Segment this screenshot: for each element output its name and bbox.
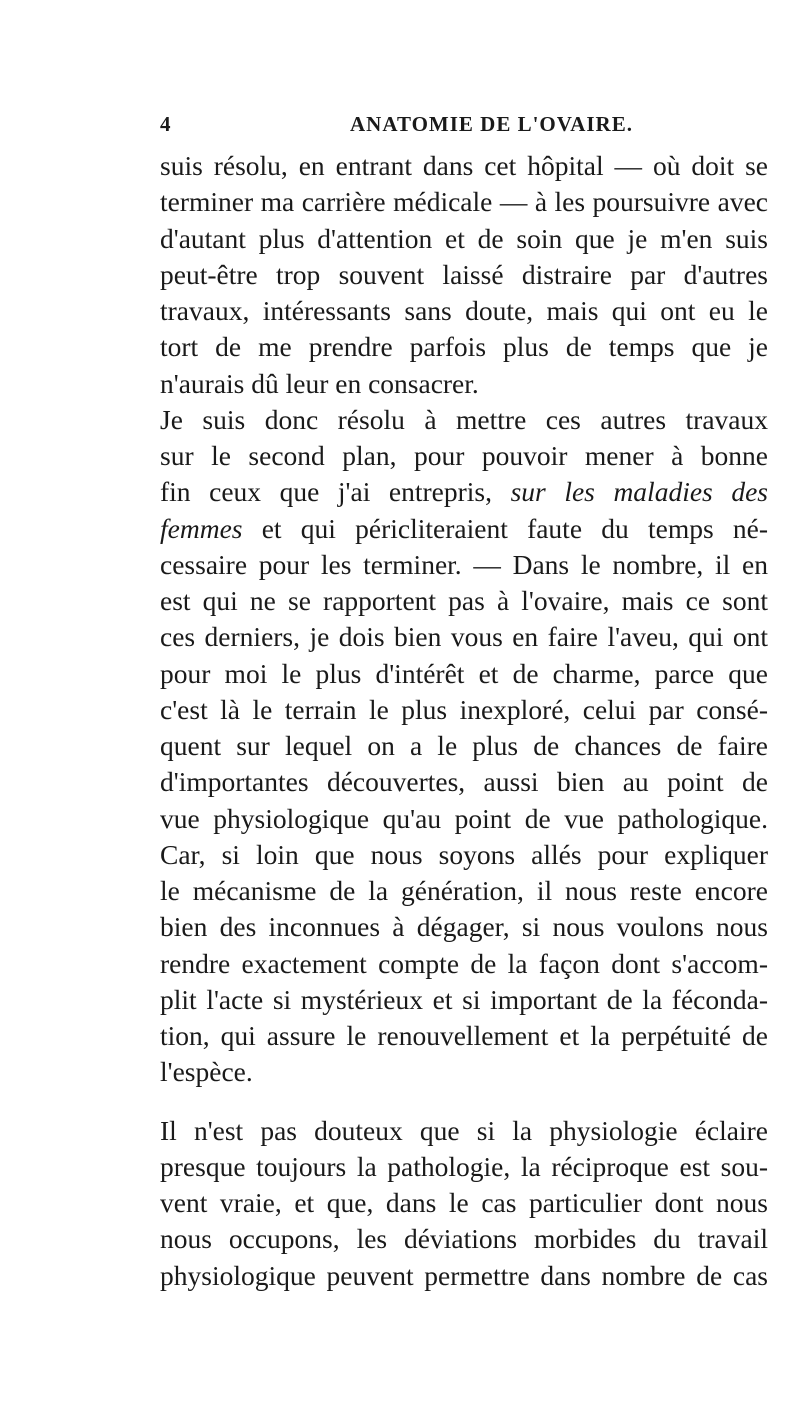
text-line: Il n'est pas douteux que si la physiologie éclaire bbox=[160, 1114, 768, 1146]
text-line: c'est là le terrain le plus inexploré, celui par consé- bbox=[160, 693, 768, 725]
text-line: vent vraie, et que, dans le cas particulier dont nous bbox=[160, 1187, 768, 1218]
text-line: nous occupons, les déviations morbides du travail bbox=[160, 1223, 768, 1255]
text-line: peut-être trop souvent laissé distraire par d'autres bbox=[160, 258, 768, 290]
running-title: ANATOMIE DE L'OVAIRE. bbox=[350, 112, 633, 136]
paragraph-gap bbox=[160, 1091, 768, 1113]
text-line: n'aurais dû leur en consacrer. bbox=[160, 367, 479, 399]
text-line: sur le second plan, pour pouvoir mener à bonne bbox=[160, 440, 768, 471]
text-line: tort de me prendre parfois plus de temps que je bbox=[160, 331, 768, 363]
page-body bbox=[160, 148, 768, 1294]
text-line: plit l'acte si mystérieux et si important de la féconda- bbox=[160, 983, 768, 1015]
paragraph-2 bbox=[160, 402, 768, 1091]
text-line: le mécanisme de la génération, il nous reste encore bbox=[160, 875, 768, 906]
paragraph-1 bbox=[160, 148, 768, 402]
text-line: terminer ma carrière médicale — à les poursuivre avec bbox=[160, 186, 768, 218]
italic-phrase: femmes bbox=[160, 512, 243, 544]
text-segment: fin ceux que j'ai entrepris, bbox=[160, 476, 493, 508]
page-number: 4 bbox=[160, 112, 172, 136]
text-line: bien des inconnues à dégager, si nous voulons nous bbox=[160, 911, 768, 943]
text-line: Je suis donc résolu à mettre ces autres travaux bbox=[160, 403, 768, 435]
text-line: d'importantes découvertes, aussi bien au point de bbox=[160, 766, 768, 798]
text-line: ces derniers, je dois bien vous en faire l'aveu, qui ont bbox=[160, 621, 768, 653]
text-segment: et qui péricliteraient faute du temps né- bbox=[261, 512, 769, 544]
text-line-with-italic bbox=[160, 474, 768, 510]
text-line-with-italic bbox=[160, 511, 768, 547]
text-line: physiologique peuvent permettre dans nombre de cas bbox=[160, 1259, 768, 1291]
text-line: quent sur lequel on a le plus de chances de faire bbox=[160, 730, 768, 761]
text-line: tion, qui assure le renouvellement et la perpétuité de bbox=[160, 1020, 768, 1051]
text-line: est qui ne se rapportent pas à l'ovaire, mais ce sont bbox=[160, 585, 768, 616]
text-line: l'espèce. bbox=[160, 1056, 253, 1088]
text-line: d'autant plus d'attention et de soin que je m'en suis bbox=[160, 222, 768, 254]
running-header bbox=[160, 112, 760, 142]
italic-phrase: sur les maladies des bbox=[510, 476, 768, 508]
text-line: vue physiologique qu'au point de vue pathologique. bbox=[160, 802, 768, 834]
text-line: Car, si loin que nous soyons allés pour expliquer bbox=[160, 838, 768, 870]
text-line: rendre exactement compte de la façon dont s'accom- bbox=[160, 947, 768, 979]
text-line: cessaire pour les terminer. — Dans le nombre, il en bbox=[160, 548, 768, 580]
text-line: travaux, intéressants sans doute, mais qui ont eu le bbox=[160, 295, 768, 326]
text-line: presque toujours la pathologie, la réciproque est sou- bbox=[160, 1150, 768, 1182]
text-line: suis résolu, en entrant dans cet hôpital — où doit se bbox=[160, 150, 768, 181]
paragraph-3 bbox=[160, 1113, 768, 1294]
text-line: pour moi le plus d'intérêt et de charme, parce que bbox=[160, 657, 768, 689]
